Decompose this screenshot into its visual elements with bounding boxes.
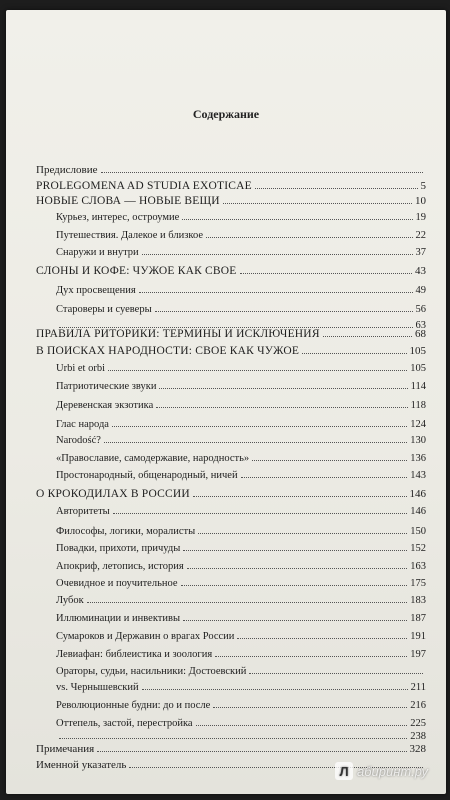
toc-chapter-row: [56, 626, 426, 642]
toc-chapter-row: [56, 695, 426, 711]
leader-dots: [155, 310, 413, 312]
toc-entry-label: В ПОИСКАХ НАРОДНОСТИ: СВОЕ КАК ЧУЖОЕ: [36, 345, 300, 357]
toc-entry-label: Левиафан: библеистика и зоология: [56, 649, 213, 660]
book-page: [6, 10, 446, 794]
toc-chapter-row: [56, 644, 426, 660]
leader-dots: [108, 369, 407, 371]
toc-chapter-row: [56, 414, 426, 430]
toc-page-number: 22: [415, 230, 426, 241]
toc-page-number: 163: [410, 561, 426, 572]
leader-dots: [87, 601, 408, 603]
toc-page-number: 183: [410, 595, 426, 606]
toc-page-number: 43: [415, 265, 426, 277]
toc-page-number: 175: [410, 578, 426, 589]
toc-entry-label: Философы, логики, моралисты: [56, 526, 196, 537]
toc-section-row: [36, 739, 426, 755]
toc-entry-label: НОВЫЕ СЛОВА — НОВЫЕ ВЕЩИ: [36, 195, 220, 207]
toc-entry-label: Urbi et orbi: [56, 363, 105, 374]
toc-entry-label: Апокриф, летопись, история: [56, 561, 184, 572]
toc-chapter-row: [56, 207, 426, 223]
toc-section-row: [36, 324, 426, 340]
toc-page-number: 130: [410, 435, 426, 446]
leader-dots: [249, 672, 423, 674]
toc-entry-label: Путешествия. Далекое и близкое: [56, 230, 203, 241]
toc-page-number: 146: [410, 506, 426, 517]
leader-dots: [112, 425, 407, 427]
toc-page-number: 225: [410, 718, 426, 729]
leader-dots: [156, 406, 407, 408]
leader-dots: [206, 236, 413, 238]
leader-dots: [198, 532, 407, 534]
leader-dots: [101, 171, 424, 173]
toc-chapter-row: [56, 501, 426, 517]
toc-entry-label: Курьез, интерес, остроумие: [56, 212, 180, 223]
leader-dots: [97, 750, 406, 752]
toc-entry-label: Иллюминации и инвективы: [56, 613, 181, 624]
toc-page-number: 10: [415, 195, 426, 207]
toc-entry-label: ПРАВИЛА РИТОРИКИ: ТЕРМИНЫ И ИСКЛЮЧЕНИЯ: [36, 328, 320, 340]
toc-entry-label: СЛОНЫ И КОФЕ: ЧУЖОЕ КАК СВОЕ: [36, 265, 237, 277]
toc-page-number: 105: [409, 345, 426, 357]
toc-entry-label: Патриотические звуки: [56, 381, 157, 392]
toc-chapter-row: [56, 225, 426, 241]
toc-entry-label: Именной указатель: [36, 759, 127, 771]
toc-entry-label: PROLEGOMENA AD STUDIA EXOTICAE: [36, 180, 252, 192]
leader-dots: [104, 441, 407, 443]
leader-dots: [255, 187, 418, 189]
toc-entry-label: Староверы и суеверы: [56, 304, 152, 315]
leader-dots: [187, 567, 408, 569]
toc-page-number: 114: [410, 381, 426, 392]
page-title: Содержание: [192, 107, 260, 121]
toc-chapter-row: [56, 573, 426, 589]
toc-page-number: 216: [410, 700, 426, 711]
toc-chapter-row: [56, 242, 426, 258]
toc-page-number: 105: [410, 363, 426, 374]
leader-dots: [139, 291, 413, 293]
leader-dots: [252, 459, 407, 461]
toc-entry-label: Повадки, прихоти, причуды: [56, 543, 181, 554]
toc-chapter-row: [56, 358, 426, 374]
toc-page-number: 5: [420, 180, 426, 192]
toc-chapter-row: [56, 608, 426, 624]
toc-section-row: [36, 176, 426, 192]
toc-chapter-row: [56, 376, 426, 392]
toc-section-row: [36, 160, 426, 176]
toc-entry-label: Очевидное и поучительное: [56, 578, 178, 589]
labirint-logo-icon: Л: [335, 762, 353, 780]
toc-chapter-row: [56, 556, 426, 572]
leader-dots: [183, 619, 407, 621]
toc-entry-label: О КРОКОДИЛАХ В РОССИИ: [36, 488, 190, 500]
toc-entry-label: Дух просвещения: [56, 285, 136, 296]
toc-chapter-row: [56, 430, 426, 446]
toc-chapter-row: [56, 465, 426, 481]
toc-chapter-row: [56, 395, 426, 411]
leader-dots: [142, 253, 413, 255]
toc-section-row: [36, 261, 426, 277]
leader-dots: [181, 584, 408, 586]
toc-entry-label: Авторитеты: [56, 506, 110, 517]
leader-dots: [142, 688, 408, 690]
toc-entry-label: Примечания: [36, 743, 95, 755]
toc-entry-label: Простонародный, общенародный, ничей: [56, 470, 238, 481]
toc-entry-label: «Православие, самодержавие, народность»: [56, 453, 250, 464]
leader-dots: [223, 202, 412, 204]
leader-dots: [183, 549, 407, 551]
leader-dots: [241, 476, 408, 478]
leader-dots: [302, 352, 406, 354]
toc-entry-label: Narodość?: [56, 435, 101, 446]
leader-dots: [193, 495, 407, 497]
toc-entry-label: Лубок: [56, 595, 84, 606]
toc-chapter-row: [56, 280, 426, 296]
toc-page-number: 143: [410, 470, 426, 481]
toc-entry-label: Снаружи и внутри: [56, 247, 139, 258]
toc-section-row: [36, 191, 426, 207]
toc-entry-label: Ораторы, судьи, насильники: Достоевский: [56, 666, 247, 677]
toc-entry-label: Революционные будни: до и после: [56, 700, 211, 711]
toc-page-number: 191: [410, 631, 426, 642]
leader-dots: [215, 655, 407, 657]
toc-page-number: 124: [410, 419, 426, 430]
leader-dots: [240, 272, 412, 274]
toc-entry-label: Предисловие: [36, 164, 98, 176]
toc-chapter-row: [56, 448, 426, 464]
leader-dots: [182, 218, 412, 220]
toc-page-number: 197: [410, 649, 426, 660]
toc-page-number: 238: [410, 731, 426, 742]
leader-dots: [113, 512, 408, 514]
toc-entry-label: Сумароков и Державин о врагах России: [56, 631, 235, 642]
toc-page-number: 150: [410, 526, 426, 537]
toc-chapter-row: [56, 661, 426, 677]
toc-chapter-row: [56, 590, 426, 606]
toc-chapter-row: [56, 677, 426, 693]
toc-page-number: 68: [415, 328, 426, 340]
toc-page-number: 328: [409, 743, 426, 755]
toc-section-row: [36, 484, 426, 500]
toc-page-number: 118: [410, 400, 426, 411]
toc-chapter-row: [56, 538, 426, 554]
toc-chapter-row: [56, 521, 426, 537]
toc-entry-label: Оттепель, застой, перестройка: [56, 718, 193, 729]
toc-section-row: [36, 341, 426, 357]
watermark: [335, 762, 428, 780]
toc-chapter-row: [56, 299, 426, 315]
leader-dots: [323, 335, 412, 337]
table-of-contents: [6, 10, 446, 794]
leader-dots: [237, 637, 407, 639]
toc-entry-label: Деревенская экзотика: [56, 400, 154, 411]
toc-page-number: 49: [415, 285, 426, 296]
toc-page-number: 146: [409, 488, 426, 500]
toc-page-number: 37: [415, 247, 426, 258]
leader-dots: [213, 706, 407, 708]
toc-page-number: 56: [415, 304, 426, 315]
toc-page-number: 211: [410, 682, 426, 693]
leader-dots: [159, 387, 407, 389]
toc-page-number: 63: [415, 320, 426, 331]
toc-entry-label: Глас народа: [56, 419, 109, 430]
toc-page-number: 152: [410, 543, 426, 554]
watermark-text: абиринт.ру: [357, 763, 428, 779]
toc-page-number: 19: [415, 212, 426, 223]
toc-entry-label: vs. Чернышевский: [56, 682, 139, 693]
toc-page-number: 187: [410, 613, 426, 624]
toc-page-number: 136: [410, 453, 426, 464]
